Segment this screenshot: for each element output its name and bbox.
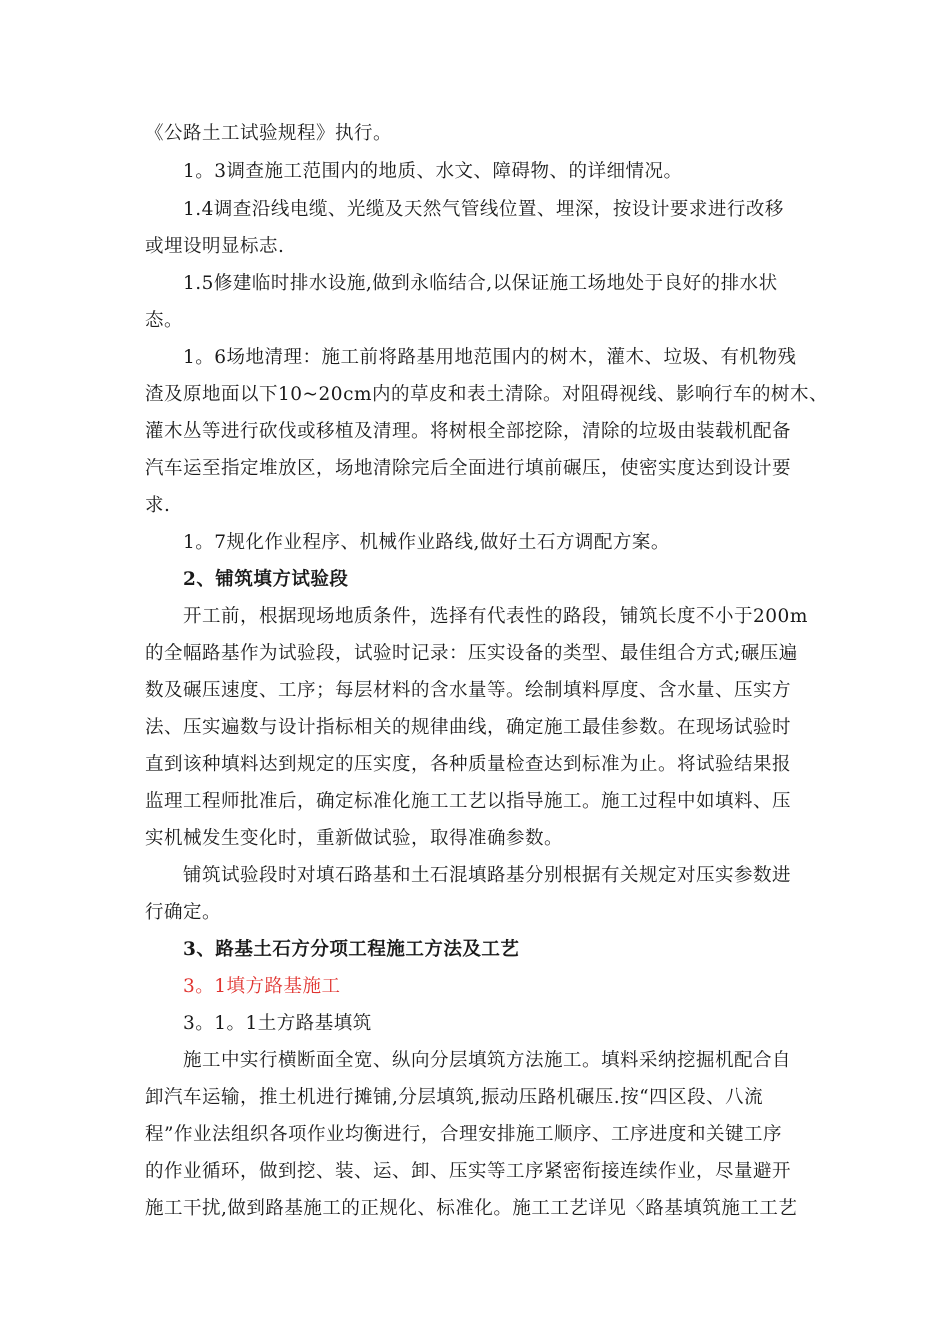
paragraph-line: 渣及原地面以下10~20cm内的草皮和表土清除。对阻碍视线、影响行车的树木、 [145,384,828,405]
paragraph-line: 《公路土工试验规程》执行。 [145,123,393,144]
paragraph-line: 灌木丛等进行砍伐或移植及清理。将树根全部挖除，清除的垃圾由装载机配备 [145,421,792,442]
paragraph-line: 1。7规化作业程序、机械作业路线,做好土石方调配方案。 [183,532,670,553]
paragraph-line: 的全幅路基作为试验段，试验时记录：压实设备的类型、最佳组合方式;碾压遍 [145,643,798,664]
section-heading: 3、路基土石方分项工程施工方法及工艺 [183,939,520,960]
paragraph-line: 1。3调查施工范围内的地质、水文、障碍物、的详细情况。 [183,161,683,182]
paragraph-line: 施工干扰,做到路基施工的正规化、标准化。施工工艺详见〈路基填筑施工工艺 [145,1198,798,1219]
paragraph-line: 实机械发生变化时，重新做试验，取得准确参数。 [145,828,564,849]
paragraph-line: 1.5修建临时排水设施,做到永临结合,以保证施工场地处于良好的排水状 [183,273,778,294]
paragraph-line: 数及碾压速度、工序；每层材料的含水量等。绘制填料厚度、含水量、压实方 [145,680,792,701]
paragraph-line: 求. [145,495,171,516]
paragraph-line: 或埋设明显标志. [145,236,285,257]
paragraph-line: 态。 [145,310,184,331]
paragraph-line: 卸汽车运输，推土机进行摊铺,分层填筑,振动压路机碾压.按“四区段、八流 [145,1087,764,1108]
paragraph-line: 行确定。 [145,902,222,923]
paragraph-line: 1。6场地清理：施工前将路基用地范围内的树木，灌木、垃圾、有机物残 [183,347,797,368]
paragraph-line: 施工中实行横断面全宽、纵向分层填筑方法施工。填料采纳挖掘机配合自 [183,1050,792,1071]
paragraph-line: 开工前，根据现场地质条件，选择有代表性的路段，铺筑长度不小于200m [183,606,808,627]
paragraph-line: 铺筑试验段时对填石路基和土石混填路基分别根据有关规定对压实参数进 [183,865,792,886]
section-heading: 2、铺筑填方试验段 [183,569,349,590]
paragraph-line: 直到该种填料达到规定的压实度，各种质量检查达到标准为止。将试验结果报 [145,754,792,775]
subsubsection-heading: 3。1。1土方路基填筑 [183,1013,372,1034]
paragraph-line: 的作业循环，做到挖、装、运、卸、压实等工序紧密衔接连续作业，尽量避开 [145,1161,792,1182]
paragraph-line: 1.4调查沿线电缆、光缆及天然气管线位置、埋深，按设计要求进行改移 [183,199,784,220]
paragraph-line: 法、压实遍数与设计指标相关的规律曲线，确定施工最佳参数。在现场试验时 [145,717,792,738]
paragraph-line: 汽车运至指定堆放区，场地清除完后全面进行填前碾压，使密实度达到设计要 [145,458,792,479]
paragraph-line: 监理工程师批准后，确定标准化施工工艺以指导施工。施工过程中如填料、压 [145,791,792,812]
subsection-heading: 3。1填方路基施工 [183,976,341,997]
paragraph-line: 程”作业法组织各项作业均衡进行，合理安排施工顺序、工序进度和关键工序 [145,1124,782,1145]
